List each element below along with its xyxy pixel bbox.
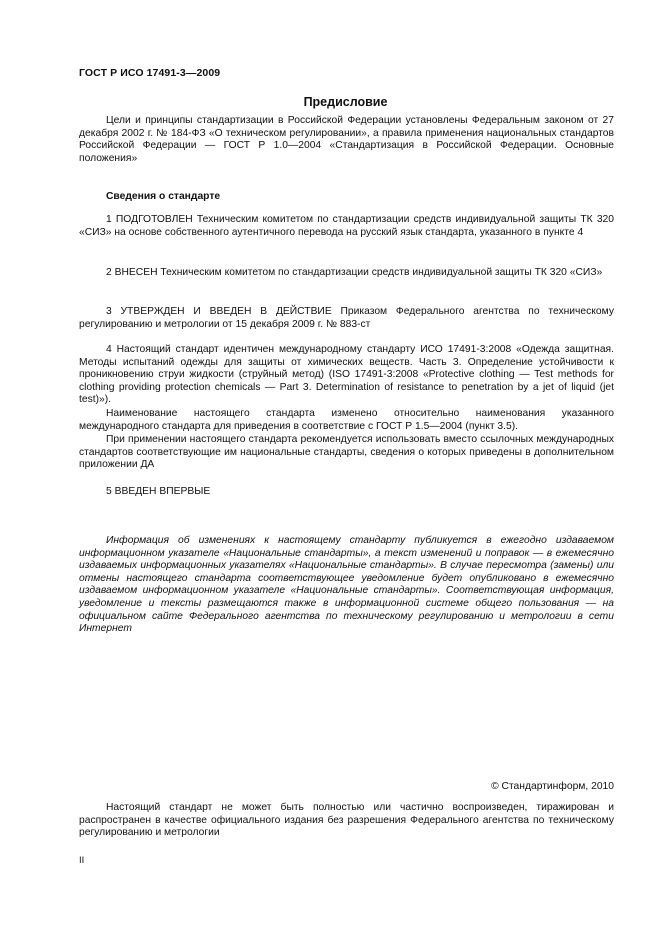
page-number: II: [79, 855, 85, 866]
item-4-paragraph-3: При применении настоящего стандарта рекомендуется использовать вместо ссылочных международных стандартов соответствующие им национальные стандарты, сведения о которых приведены в дополнительном приложении ДА: [79, 434, 614, 471]
item-5-paragraph: 5 ВВЕДЕН ВПЕРВЫЕ: [106, 486, 211, 497]
section-title: Сведения о стандарте: [106, 191, 221, 202]
document-header-code: ГОСТ Р ИСО 17491-3—2009: [79, 67, 221, 79]
copyright-line: © Стандартинформ, 2010: [491, 781, 614, 792]
item-1-paragraph: 1 ПОДГОТОВЛЕН Техническим комитетом по стандартизации средств индивидуальной защиты ТК 320 «СИЗ» на основе собственного аутентичного перевода на русский язык стандарта, указанного в пункте 4: [79, 214, 614, 238]
item-4-paragraph-2: Наименование настоящего стандарта изменено относительно наименования указанного международного стандарта для приведения в соответствие с ГОСТ Р 1.5—2004 (пункт 3.5).: [79, 408, 614, 432]
reproduction-notice: Настоящий стандарт не может быть полностью или частично воспроизведен, тиражирован и распространен в качестве официального издания без разрешения Федерального агентства по техническому регулированию и метрологии: [79, 802, 614, 839]
item-2-paragraph: 2 ВНЕСЕН Техническим комитетом по стандартизации средств индивидуальной защиты ТК 320 «СИЗ»: [106, 267, 603, 278]
intro-paragraph: Цели и принципы стандартизации в Российской Федерации установлены Федеральным законом от 27 декабря 2002 г. № 184-ФЗ «О техническом регулировании», а правила применения национальных стандартов Российской Федерации — ГОСТ Р 1.0—2004 «Стандартизация в Российской Федерации. Основные положения»: [79, 115, 614, 164]
page-title: Предисловие: [303, 95, 388, 109]
item-3-paragraph: 3 УТВЕРЖДЕН И ВВЕДЕН В ДЕЙСТВИЕ Приказом Федерального агентства по техническому регулированию и метрологии от 15 декабря 2009 г. № 883-ст: [79, 306, 614, 330]
item-4-paragraph: 4 Настоящий стандарт идентичен международному стандарту ИСО 17491-3:2008 «Одежда защитная. Методы испытаний одежды для защиты от химических веществ. Часть 3. Определение устойчивости к проникновению струи жидкости (струйный метод) (ISO 17491-3:2008 «Protective clothing — Test methods for clothing providing protection chemicals — Part 3. Determination of resistance to penetration by a jet of liquid (jet test)»).: [79, 344, 614, 406]
information-notice: Информация об изменениях к настоящему стандарту публикуется в ежегодно издаваемом информационном указателе «Национальные стандарты», а текст изменений и поправок — в ежемесячно издаваемых информационных указателях «Национальные стандарты». В случае пересмотра (замены) или отмены настоящего стандарта соответствующее уведомление будет опубликовано в ежемесячно издаваемом информационном указателе «Национальные стандарты». Соответствующая информация, уведомление и тексты размещаются также в информационной системе общего пользования — на официальном сайте Федерального агентства по техническому регулированию и метрологии в сети Интернет: [79, 535, 614, 635]
